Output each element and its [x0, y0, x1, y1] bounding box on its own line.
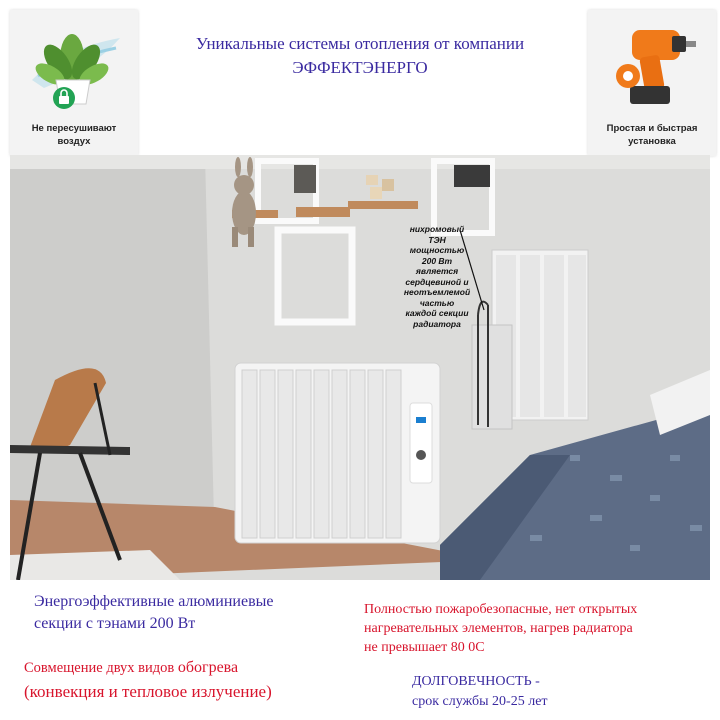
feature-fire-safe-line-2: нагревательных элементов, нагрев радиатора [364, 621, 633, 636]
page-headline [140, 32, 580, 80]
radiator-main [235, 363, 440, 543]
feature-dual-heating-line-1-b: обогрева [177, 659, 239, 676]
headline-line-1: Уникальные системы отопления от компании [195, 34, 525, 53]
feature-fire-safe-line-1: Полностью пожаробезопасные, нет открытых [364, 602, 638, 617]
feature-fire-safe [364, 600, 637, 657]
room-scene-illustration [10, 155, 710, 580]
headline-line-2: ЭФФЕКТЭНЕРГО [292, 58, 428, 77]
badge-label-dry-air: Не пересушивают воздух [31, 123, 117, 147]
plant-with-lock-icon [24, 18, 124, 118]
feature-energy-efficient [34, 591, 273, 635]
feature-dual-heating-line-1 [24, 656, 272, 680]
feature-energy-efficient-line-2: секции с тэнами 200 Вт [34, 615, 196, 632]
feature-energy-efficient-line-1: Энергоэффективные алюминиевые [34, 593, 274, 610]
feature-fire-safe-line-3: не превышает 80 0С [364, 640, 485, 655]
heating-element-annotation: нихромовый ТЭН мощностью 200 Вт является сердцевиной и неотъемлемой частью каждой секции радиатора [403, 224, 471, 329]
feature-badge-easy-install [588, 10, 716, 156]
feature-durability-line-1: ДОЛГОВЕЧНОСТЬ - [412, 674, 540, 689]
badge-label-easy-install: Простая и быстрая установка [606, 123, 698, 147]
feature-durability [412, 672, 548, 712]
feature-badge-dry-air [10, 10, 138, 156]
feature-durability-line-2: срок службы 20-25 лет [412, 694, 548, 709]
feature-dual-heating [24, 656, 272, 704]
product-photo [10, 155, 710, 580]
cordless-drill-icon [606, 16, 698, 112]
feature-dual-heating-line-1-a: Совмещение двух видов [24, 660, 178, 676]
feature-dual-heating-line-2: (конвекция и тепловое излучение) [24, 682, 272, 701]
